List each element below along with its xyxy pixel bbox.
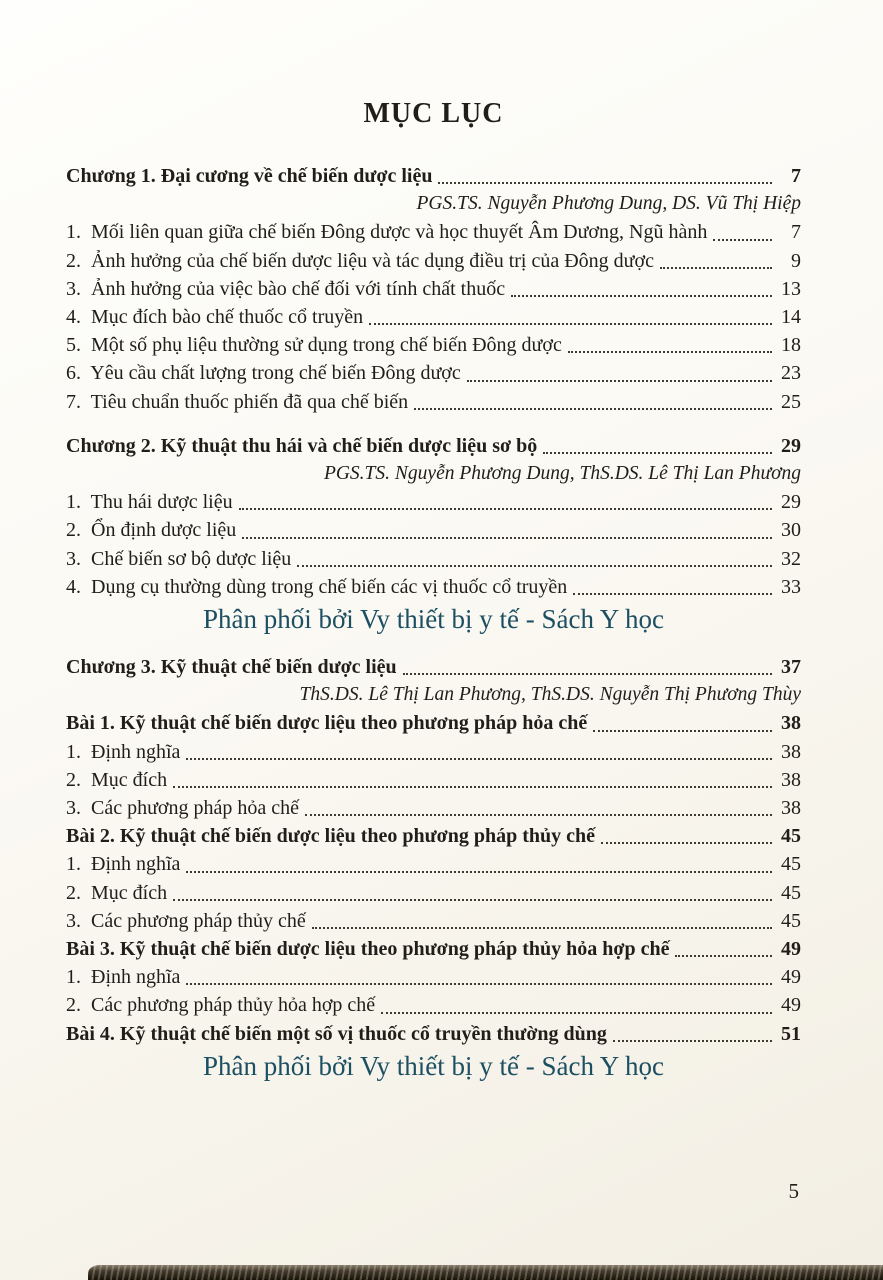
leader-dots [568,351,772,353]
toc-item [66,303,801,331]
authors-label: PGS.TS. Nguyễn Phương Dung, ThS.DS. Lê Thị Lan Phương [323,463,801,485]
leader-dots [511,295,772,297]
leader-dots [467,380,772,382]
toc-lesson-heading [66,935,801,963]
toc-entry-page: 25 [781,390,801,413]
page-title: MỤC LỤC [363,98,504,129]
toc-entry-page: 18 [781,334,801,357]
leader-dots [573,593,772,595]
toc-entry-page: 37 [781,656,801,679]
toc-entry-page: 38 [781,797,801,820]
leader-dots [186,758,772,760]
leader-dots [593,730,772,732]
toc-entry-page: 14 [781,306,801,329]
leader-dots [186,871,772,873]
toc-item [66,388,801,416]
toc-entry-label: 1. Mối liên quan giữa chế biến Đông dược và học thuyết Âm Dương, Ngũ hành [66,221,708,244]
toc-chapter-heading [66,162,801,190]
toc-entry-page: 30 [781,519,801,542]
toc-entry-page: 45 [781,881,801,904]
toc-entry-label: 1. Định nghĩa [66,740,181,763]
toc-item [66,247,801,275]
leader-dots [543,452,772,454]
leader-dots [601,842,772,844]
page-number: 5 [788,1179,799,1203]
toc-entry-label: 1. Định nghĩa [66,853,181,876]
toc-entry-page: 7 [791,221,801,244]
leader-dots [675,955,772,957]
toc-chapter-heading [66,653,801,681]
toc-item [66,218,801,246]
toc-lesson-heading [66,822,801,850]
toc-entry-label: 1. Thu hái dược liệu [66,491,233,514]
toc-item [66,879,801,907]
leader-dots [713,239,772,241]
leader-dots [613,1040,772,1042]
toc-entry-label: Bài 1. Kỹ thuật chế biến dược liệu theo phương pháp hỏa chế [66,712,588,735]
toc-item [66,359,801,387]
toc-entry-page: 38 [781,712,801,735]
toc-entry-label: 2. Mục đích [66,768,168,791]
toc-entry-label: 4. Mục đích bào chế thuốc cổ truyền [66,306,364,329]
distributor-watermark [66,602,801,637]
toc-entry-page: 51 [781,1022,801,1045]
authors-label: PGS.TS. Nguyễn Phương Dung, DS. Vũ Thị Hiệp [416,193,801,215]
toc-entry-page: 45 [781,909,801,932]
watermark-label: Phân phối bởi Vy thiết bị y tế - Sách Y học [203,604,664,635]
toc-entry-label: Chương 2. Kỹ thuật thu hái và chế biến dược liệu sơ bộ [66,434,538,457]
distributor-watermark [66,1049,801,1084]
toc-item [66,766,801,794]
toc-entry-label: 1. Định nghĩa [66,966,181,989]
leader-dots [297,565,772,567]
toc-entry-page: 29 [781,491,801,514]
toc-entry-label: Chương 3. Kỹ thuật chế biến dược liệu [66,656,397,679]
toc-entry-label: 3. Các phương pháp thủy chế [66,909,306,932]
leader-dots [173,786,772,788]
toc-entry-page: 38 [781,740,801,763]
toc-item [66,573,801,601]
authors-label: ThS.DS. Lê Thị Lan Phương, ThS.DS. Nguyễn Thị Phương Thùy [299,684,801,706]
leader-dots [305,814,772,816]
toc-entry-page: 29 [781,434,801,457]
toc-item [66,850,801,878]
toc-item [66,516,801,544]
toc-entry-label: 3. Chế biến sơ bộ dược liệu [66,547,292,570]
toc-entry-page: 49 [781,994,801,1017]
toc-item [66,545,801,573]
toc-entry-page: 45 [781,853,801,876]
toc-entry-page: 45 [781,825,801,848]
leader-dots [438,182,772,184]
leader-dots [660,267,772,269]
toc-entry-page: 9 [791,249,801,272]
toc-item [66,488,801,516]
toc-entry-page: 13 [781,277,801,300]
toc-item [66,738,801,766]
toc-entry-label: 6. Yêu cầu chất lượng trong chế biến Đông dược [66,362,461,385]
toc-entry-label: Chương 1. Đại cương về chế biến dược liệu [66,165,433,187]
toc-entry-page: 38 [781,768,801,791]
toc-entry-label: 5. Một số phụ liệu thường sử dụng trong chế biến Đông dược [66,334,562,357]
toc-list [66,162,801,1084]
toc-lesson-heading [66,1020,801,1048]
toc-entry-label: 4. Dụng cụ thường dùng trong chế biến các vị thuốc cổ truyền [66,575,568,598]
leader-dots [242,537,772,539]
toc-entry-page: 32 [781,547,801,570]
toc-authors [66,460,801,488]
toc-entry-page: 49 [781,966,801,989]
toc-item [66,794,801,822]
leader-dots [312,927,772,929]
leader-dots [381,1012,772,1014]
toc-item [66,331,801,359]
toc-entry-label: 2. Ảnh hưởng của chế biến dược liệu và tác dụng điều trị của Đông dược [66,249,654,272]
leader-dots [186,983,772,985]
toc-item [66,275,801,303]
toc-entry-page: 33 [781,575,801,598]
leader-dots [403,673,772,675]
toc-chapter-heading [66,432,801,460]
toc-entry-label: 3. Các phương pháp hỏa chế [66,797,300,820]
leader-dots [173,899,772,901]
toc-item [66,963,801,991]
toc-entry-label: 3. Ảnh hưởng của việc bào chế đối với tính chất thuốc [66,277,506,300]
leader-dots [369,323,772,325]
toc-entry-page: 23 [781,362,801,385]
watermark-label: Phân phối bởi Vy thiết bị y tế - Sách Y học [203,1050,664,1081]
toc-entry-label: 2. Mục đích [66,881,168,904]
leader-dots [239,508,772,510]
book-edge-shadow [88,1265,883,1280]
toc-authors [66,681,801,709]
toc-entry-label: Bài 3. Kỹ thuật chế biến dược liệu theo phương pháp thủy hỏa hợp chế [66,938,670,961]
toc-entry-page: 7 [791,165,801,187]
toc-entry-label: 2. Ổn định dược liệu [66,519,237,542]
toc-entry-label: 2. Các phương pháp thủy hỏa hợp chế [66,994,376,1017]
toc-entry-label: 7. Tiêu chuẩn thuốc phiến đã qua chế biến [66,390,409,413]
toc-item [66,907,801,935]
toc-item [66,991,801,1019]
toc-entry-label: Bài 2. Kỹ thuật chế biến dược liệu theo phương pháp thủy chế [66,825,596,848]
toc-authors [66,190,801,218]
toc-lesson-heading [66,709,801,737]
toc-entry-page: 49 [781,938,801,961]
toc-entry-label: Bài 4. Kỹ thuật chế biến một số vị thuốc cổ truyền thường dùng [66,1022,607,1045]
leader-dots [414,408,772,410]
